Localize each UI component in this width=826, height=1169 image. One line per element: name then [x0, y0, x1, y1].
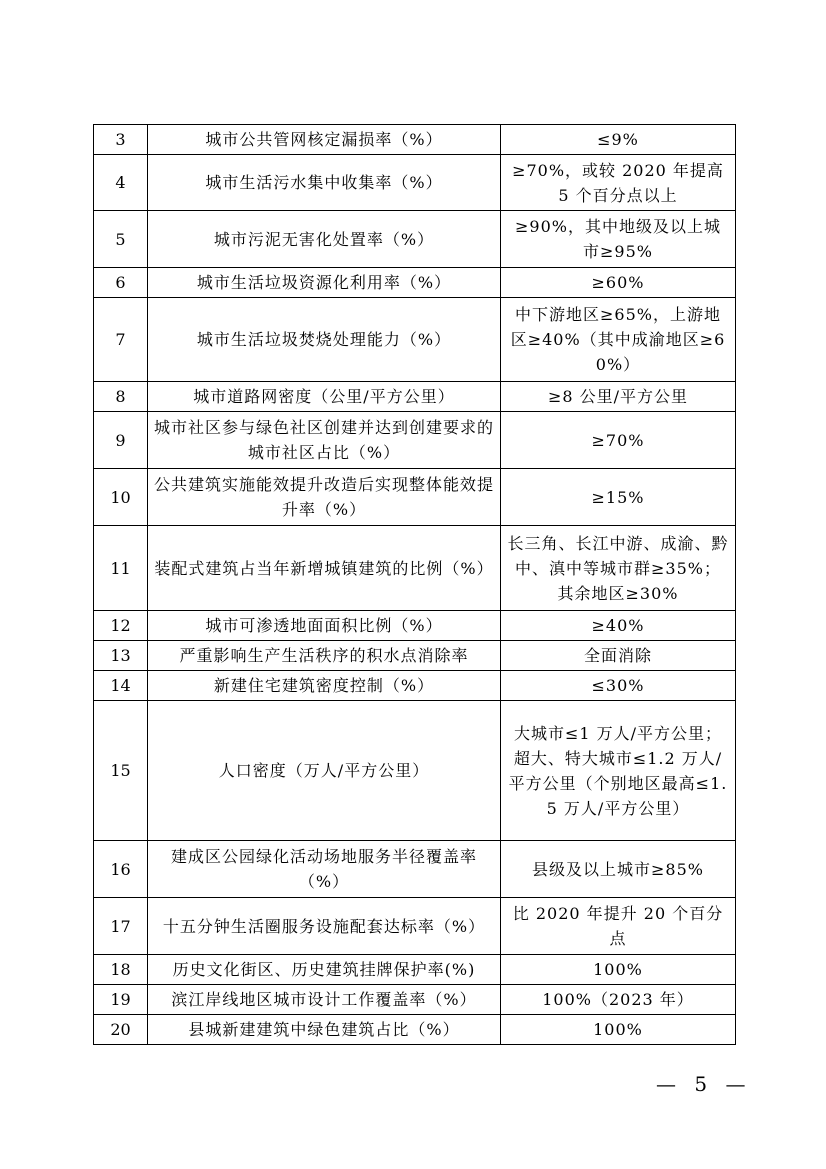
table-row — [94, 155, 736, 211]
indicator-name: 城市公共管网核定漏损率（%） — [148, 125, 501, 155]
indicator-name: 城市可渗透地面面积比例（%） — [148, 611, 501, 641]
table-row — [94, 526, 736, 611]
table-row — [94, 898, 736, 955]
table-row — [94, 469, 736, 526]
indicator-name: 城市社区参与绿色社区创建并达到创建要求的城市社区占比（%） — [148, 412, 501, 469]
row-number: 13 — [94, 641, 148, 671]
target-value: 比 2020 年提升 20 个百分点 — [501, 898, 736, 955]
table-row — [94, 298, 736, 382]
indicator-name: 装配式建筑占当年新增城镇建筑的比例（%） — [148, 526, 501, 611]
row-number: 5 — [94, 211, 148, 268]
indicator-name: 城市生活垃圾资源化利用率（%） — [148, 268, 501, 298]
row-number: 14 — [94, 671, 148, 701]
target-value: ≥15% — [501, 469, 736, 526]
indicator-name: 人口密度（万人/平方公里） — [148, 701, 501, 841]
row-number: 3 — [94, 125, 148, 155]
indicator-name: 城市道路网密度（公里/平方公里） — [148, 382, 501, 412]
target-value: ≥70%，或较 2020 年提高 5 个百分点以上 — [501, 155, 736, 211]
indicator-name: 城市生活垃圾焚烧处理能力（%） — [148, 298, 501, 382]
row-number: 9 — [94, 412, 148, 469]
target-value: 全面消除 — [501, 641, 736, 671]
row-number: 17 — [94, 898, 148, 955]
target-value: ≥8 公里/平方公里 — [501, 382, 736, 412]
table-row — [94, 412, 736, 469]
row-number: 20 — [94, 1015, 148, 1045]
table-row — [94, 211, 736, 268]
row-number: 12 — [94, 611, 148, 641]
indicator-name: 严重影响生产生活秩序的积水点消除率 — [148, 641, 501, 671]
row-number: 6 — [94, 268, 148, 298]
row-number: 8 — [94, 382, 148, 412]
row-number: 4 — [94, 155, 148, 211]
row-number: 10 — [94, 469, 148, 526]
page-number: — 5 — — [656, 1072, 752, 1096]
target-value: ≤30% — [501, 671, 736, 701]
table-row — [94, 382, 736, 412]
target-value: ≤9% — [501, 125, 736, 155]
target-value: 100%（2023 年） — [501, 985, 736, 1015]
row-number: 15 — [94, 701, 148, 841]
row-number: 19 — [94, 985, 148, 1015]
table-row — [94, 701, 736, 841]
target-value: ≥40% — [501, 611, 736, 641]
indicator-name: 城市污泥无害化处置率（%） — [148, 211, 501, 268]
target-value: 中下游地区≥65%，上游地区≥40%（其中成渝地区≥60%） — [501, 298, 736, 382]
table-row — [94, 1015, 736, 1045]
indicator-name: 城市生活污水集中收集率（%） — [148, 155, 501, 211]
indicator-table — [93, 124, 736, 1045]
indicator-name: 十五分钟生活圈服务设施配套达标率（%） — [148, 898, 501, 955]
target-value: 县级及以上城市≥85% — [501, 841, 736, 898]
target-value: ≥70% — [501, 412, 736, 469]
table-row — [94, 611, 736, 641]
target-value: ≥60% — [501, 268, 736, 298]
table-row — [94, 985, 736, 1015]
table-row — [94, 955, 736, 985]
target-value: 100% — [501, 955, 736, 985]
row-number: 18 — [94, 955, 148, 985]
target-value: 100% — [501, 1015, 736, 1045]
table-row — [94, 671, 736, 701]
indicator-name: 公共建筑实施能效提升改造后实现整体能效提升率（%） — [148, 469, 501, 526]
row-number: 16 — [94, 841, 148, 898]
table-row — [94, 841, 736, 898]
indicator-name: 县城新建建筑中绿色建筑占比（%） — [148, 1015, 501, 1045]
indicator-name: 新建住宅建筑密度控制（%） — [148, 671, 501, 701]
table-row — [94, 268, 736, 298]
indicator-name: 历史文化街区、历史建筑挂牌保护率(%) — [148, 955, 501, 985]
target-value: ≥90%，其中地级及以上城市≥95% — [501, 211, 736, 268]
indicator-name: 建成区公园绿化活动场地服务半径覆盖率（%） — [148, 841, 501, 898]
row-number: 11 — [94, 526, 148, 611]
table-row — [94, 125, 736, 155]
target-value: 大城市≤1 万人/平方公里；超大、特大城市≤1.2 万人/平方公里（个别地区最高≤1.5 万人/平方公里） — [501, 701, 736, 841]
table-row — [94, 641, 736, 671]
row-number: 7 — [94, 298, 148, 382]
indicator-table-container — [93, 124, 735, 1045]
target-value: 长三角、长江中游、成渝、黔中、滇中等城市群≥35%；其余地区≥30% — [501, 526, 736, 611]
indicator-name: 滨江岸线地区城市设计工作覆盖率（%） — [148, 985, 501, 1015]
